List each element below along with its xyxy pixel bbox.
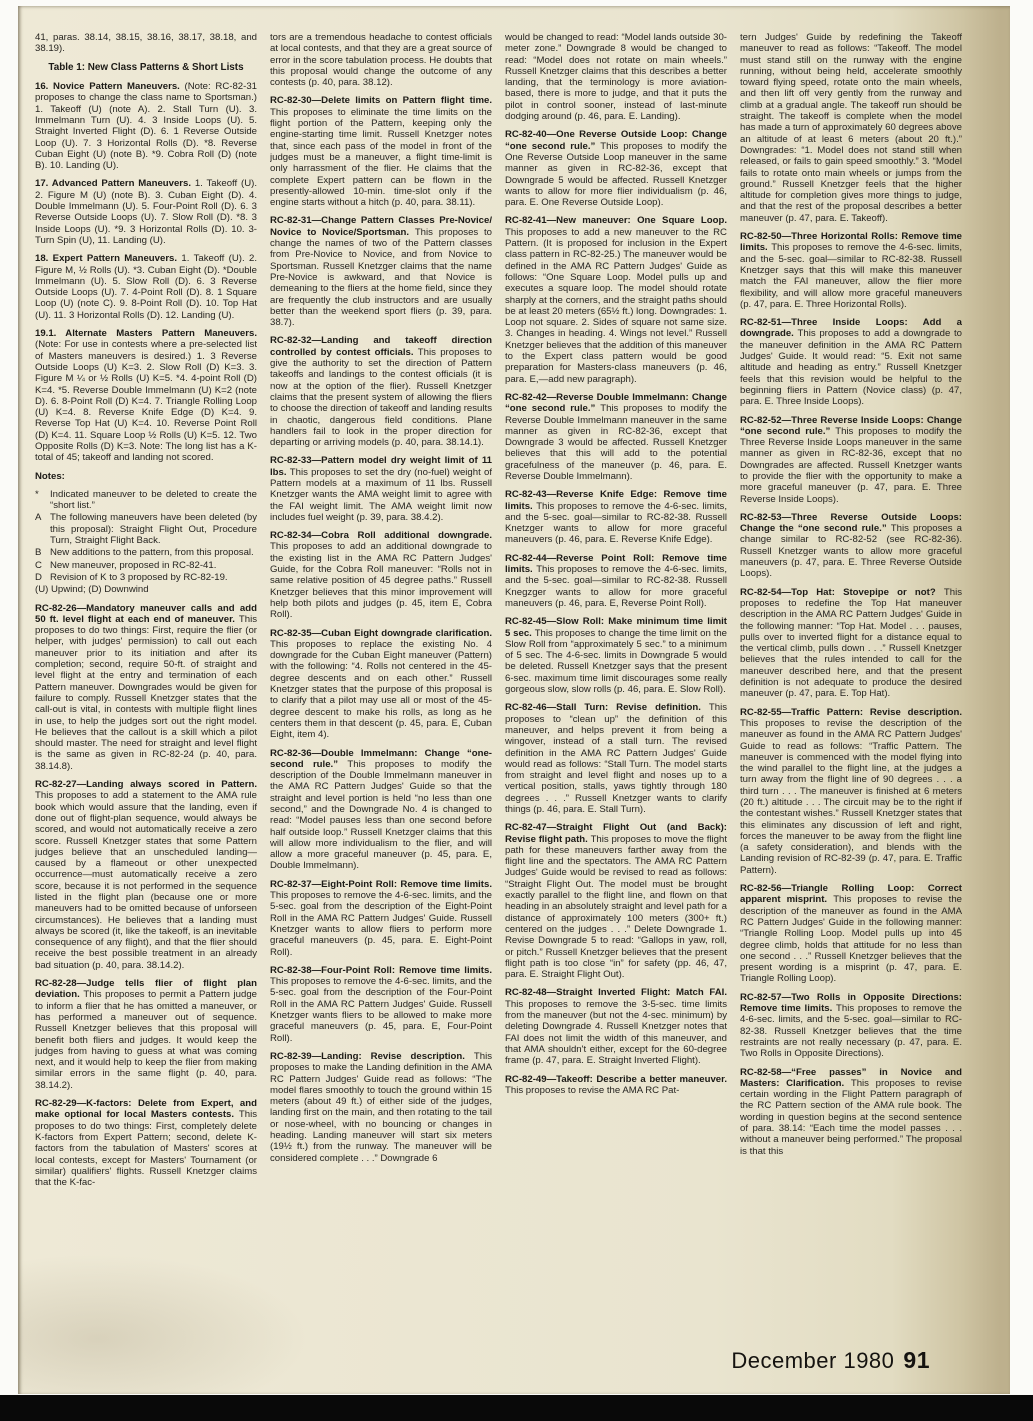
proposal-title: RC-82-49—Takeoff: Describe a better maneuver. — [505, 1073, 727, 1085]
proposal-title: 17. Advanced Pattern Maneuvers. — [35, 178, 195, 190]
table-heading: Table 1: New Class Patterns & Short Lists — [48, 61, 244, 73]
proposal-paragraph: RC-82-42—Reverse Double Immelmann: Change “one second rule.” This proposes to modify the Reverse Double Immelmann maneuver in the same manner as given in RC-82-36, except that Downgrade 3 would be affected. Russell Knetzger believes that this will add to the potential gracefulness of the maneuver (p. 46, para. E. Reverse Double Immelmann). — [505, 391, 727, 482]
proposal-title: 19.1. Alternate Masters Pattern Maneuvers. — [35, 328, 257, 340]
proposal-paragraph: 18. Expert Pattern Maneuvers. 1. Takeoff (U). 2. Figure M, ½ Rolls (U). *3. Cuban Eight (D). *Double Immelmann (U). 5. Slow Roll (D). 6. 3 Reverse Outside Loops (U). 7. 4-Point Roll (D). 8. 1 Square Loop (U) (note C). 9. 8-Point Roll (D). 10. Top Hat (U). 11. 3 Horizontal Rolls (D). 12. Landing (U). — [35, 253, 257, 321]
proposal-paragraph: RC-82-43—Reverse Knife Edge: Remove time limits. This proposes to remove the 4-6-sec. limits, and the 5-sec. goal—similar to RC-82-38. Russell Knetzger wants to allow for more graceful maneuvers (p. 46, para. E. Reverse Knife Edge). — [505, 489, 727, 546]
note-text: New maneuver, proposed in RC-82-41. — [50, 559, 217, 571]
proposal-title: RC-82-41—New maneuver: One Square Loop. — [505, 215, 727, 227]
proposal-title: RC-82-31—Change Pattern Classes Pre-Novice/ Novice to Novice/Sportsman. — [270, 215, 492, 238]
proposal-paragraph: 17. Advanced Pattern Maneuvers. 1. Takeoff (U). 2. Figure M (U) (note B). 3. Cuban Eight (D). 4. Double Immelmann (U). 5. Four-Point Roll (D). 6. 3 Reverse Outside Loops (U). 7. Slow Roll (D). *8. 3 Inside Loops (U). *9. 3 Horizontal Rolls (D). 10. 3-Turn Spin (U), 11. Landing (U). — [35, 178, 257, 246]
proposal-title: RC-82-33—Pattern model dry weight limit of 11 lbs. — [270, 455, 492, 478]
proposal-title: RC-82-39—Landing: Revise description. — [270, 1050, 474, 1062]
page-number: 91 — [903, 1347, 930, 1373]
paragraph: 41, paras. 38.14, 38.15, 38.16, 38.17, 38.18, and 38.19). — [35, 32, 257, 55]
proposal-title: RC-82-26—Mandatory maneuver calls and add 50 ft. level flight at each end of maneuver. — [35, 602, 257, 625]
proposal-title: RC-82-28—Judge tells flier of flight plan deviation. — [35, 978, 257, 1001]
note-text: Indicated maneuver to be deleted to create the “short list.” — [50, 488, 257, 512]
proposal-paragraph: RC-82-29—K-factors: Delete from Expert, and make optional for local Masters contests. This proposes to do two things: First, completely delete K-factors from Expert Pattern; second, delete K-factors from the tabulation of Masters' scores at local contests, except for Masters' Tournament (or similar) qualifiers' flights. Russell Knetzger claims that the K-fac- — [35, 1098, 257, 1189]
proposal-paragraph: RC-82-50—Three Horizontal Rolls: Remove time limits. This proposes to remove the 4-6-sec. limits, and the 5-sec. goal—similar to RC-82-38. Russell Knetzger says that this will make this maneuver match the FAI maneuver, allow the flier more flexibility, and will allow more graceful maneuvers (p. 47, para. E. Three Horizontal Rolls). — [740, 231, 962, 310]
proposal-title: RC-82-55—Traffic Pattern: Revise description. — [740, 706, 962, 718]
proposal-paragraph: RC-82-57—Two Rolls in Opposite Directions: Remove time limits. This proposes to remove the 4-6-sec. limits, and the 5-sec. goal—similar to RC-82-38. Russell Knetzger believes that the time restraints are not really necessary (p. 47, para. E. Two Rolls in Opposite Directions). — [740, 991, 962, 1060]
note-label: * — [35, 488, 39, 500]
proposal-paragraph: RC-82-37—Eight-Point Roll: Remove time limits. This proposes to remove the 4-6-sec. limits, and the 5-sec. goal from the description of the Eight-Point Roll in the AMA RC Pattern Judges' Guide. Russell Knetzger wants to allow fliers to perform more graceful maneuvers (p. 45, para. E. Eight-Point Roll). — [270, 878, 492, 958]
proposal-paragraph: RC-82-52—Three Reverse Inside Loops: Change “one second rule.” This proposes to modify the Three Reverse Inside Loops maneuver in the same manner as given in RC-82-36, except that no Downgrades are affected. Russell Knetzger wants to provide the flier with the opportunity to make a more graceful maneuver (p. 47, para. E. Three Reverse Inside Loops). — [740, 414, 962, 505]
proposal-paragraph: 16. Novice Pattern Maneuvers. (Note: RC-82-31 proposes to change the class name to Sportsman.) 1. Takeoff (U) (note A). 2. Stall Turn (U). 3. Immelmann Turn (U). 4. 3 Inside Loops (U). 5. Straight Inverted Flight (D). 6. 1 Reverse Outside Loop (U). 7. 3 Horizontal Rolls (D). *8. Reverse Cuban Eight (U) (note B). *9. Cobra Roll (D) (note B). 10. Landing (U). — [35, 81, 257, 172]
proposal-paragraph: RC-82-55—Traffic Pattern: Revise description. This proposes to revise the description of the maneuver as found in the AMA RC Pattern Judges' Guide to read as follows: “Traffic Pattern. The maneuver is commenced with the model flying into the wind parallel to the flight line, at the judges a turn away from the flight line of 90 degrees . . . a third turn . . . The maneuver is finished at 6 meters (20 ft.) altitude . . . The circuit may be to the right if the contestant wishes.” Russell Knetzger states that this eliminates any discussion of left and right, forces the maneuver to be away from the flight line (a safety consideration), and blends with the Landing revision of RC-82-39 (p. 47, para. E. Traffic Pattern). — [740, 706, 962, 876]
paragraph: tors are a tremendous headache to contest officials at local contests, and that they are a great source of error in the score tabulation process. He doubts that this proposal would change the outcome of any contests (p. 40, para. 38.12). — [270, 32, 492, 89]
paragraph: would be changed to read: “Model lands outside 30-meter zone.” Downgrade 8 would be changed to read: “Model does not rotate on main wheels.” Russell Knetzger claims that this describes a better landing, that the terminology is more aviation-based, there is more to judge, and that it puts the pilot in control sooner, instead of last-minute dodging around (p. 46, para. E. Landing). — [505, 32, 727, 123]
proposal-paragraph: RC-82-39—Landing: Revise description. This proposes to make the Landing definition in the AMA RC Pattern Judges' Guide read as follows: “The model flares smoothly to touch the ground within 15 meters (about 49 ft.) of either side of the judges, landing first on the main, and then rotating to the tail or nose-wheel, with no bouncing or changes in heading. Landing maneuver will start six meters (19½ ft.) from the runway. The maneuver will be considered complete . . .” Downgrade 6 — [270, 1050, 492, 1164]
proposal-title: RC-82-29—K-factors: Delete from Expert, and make optional for local Masters contests. — [35, 1098, 257, 1121]
proposal-title: RC-82-56—Triangle Rolling Loop: Correct apparent misprint. — [740, 883, 962, 906]
proposal-paragraph: RC-82-51—Three Inside Loops: Add a downgrade. This proposes to add a downgrade to the maneuver definition in the AMA RC Pattern Judges' Guide. It would read: “5. Exit not same altitude and heading as entry.” Russell Knetzger feels that this revision would be helpful to the beginning fliers in Pattern (Novice class) (p. 47, para. E. Three Inside Loops). — [740, 317, 962, 408]
proposal-paragraph: 19.1. Alternate Masters Pattern Maneuvers. (Note: For use in contests where a pre-selected list of Masters maneuvers is desired.) 1. 3 Reverse Outside Loops (U) K=3. 2. Slow Roll (D) K=3. 3. Figure M ¼ or ½ Rolls (U) K=5. *4. 4-point Roll (D) K=4. *5. Reverse Double Immelmann (U) K=2 (note D). 6. 8-Point Roll (D) K=4. 7. Triangle Rolling Loop (U) K=4. 8. Reverse Knife Edge (D) K=4. 9. Reverse Top Hat (U) K=4. 10. Reverse Point Roll (D) K=4. 11. Square Loop ½ Rolls (U) K=5. 12. Two Opposite Rolls (D) K=3. Note: The long list has a K-total of 45; takeoff and landing not scored. — [35, 328, 257, 464]
note-label: D — [35, 571, 42, 583]
proposal-title: RC-82-30—Delete limits on Pattern flight time. — [270, 95, 492, 107]
proposal-title: RC-82-57—Two Rolls in Opposite Directions: Remove time limits. — [740, 991, 962, 1015]
proposal-title: 18. Expert Pattern Maneuvers. — [35, 253, 182, 265]
note-text: Revision of K to 3 proposed by RC-82-19. — [50, 571, 228, 583]
proposal-title: Notes: — [35, 470, 65, 482]
proposal-paragraph: RC-82-53—Three Reverse Outside Loops: Change the “one second rule.” This proposes a change similar to RC-82-52 (see RC-82-36). Russell Knetzger wants to allow more graceful maneuvers (p. 47, para. E. Three Reverse Outside Loops). — [740, 511, 962, 580]
note-item — [35, 572, 257, 583]
proposal-title: RC-82-51—Three Inside Loops: Add a downgrade. — [740, 317, 962, 340]
proposal-paragraph: RC-82-33—Pattern model dry weight limit of 11 lbs. This proposes to set the dry (no-fuel) weight of Pattern models at a maximum of 11 lbs. Russell Knetzger wants the AMA weight limit to agree with the FAI weight limit. The AMA weight limit now includes fuel weight (p. 39, para. 38.4.2). — [270, 455, 492, 523]
proposal-title: RC-82-36—Double Immelmann: Change “one-second rule.” — [270, 747, 492, 770]
proposal-paragraph: RC-82-58—“Free passes” in Novice and Masters: Clarification. This proposes to revise certain wording in the Flight Pattern paragraph of the RC Pattern section of the AMA rule book. The wording in question begins at the second sentence of para. 38.14: “Each time the model passes . . . without a maneuver being performed.” The proposal is that this — [740, 1066, 962, 1157]
proposal-paragraph: RC-82-26—Mandatory maneuver calls and add 50 ft. level flight at each end of maneuver. This proposes to do two things: First, require the flier (or helper, with judges' permission) to call out each maneuver prior to its initiation and after its completion; second, require 50-ft. of straight and level flight at the entry and termination of each Pattern maneuver. Downgrades would be given for failure to comply. Russell Knetzger states that the call-out is vital, in contests with multiple flight lines in use, to help the judges sort out the right model. He believes that the callout is a skill which a pilot should master. The need for straight and level flight is the same as given in RC-82-24 (p. 40, para. 38.14.8). — [35, 602, 257, 772]
proposal-paragraph: RC-82-27—Landing always scored in Pattern. This proposes to add a statement to the AMA rule book which would assure that the landing, even if done out of flight-plan sequence, would always be scored, and would not automatically receive a zero score. Russell Knetzger states that some Pattern judges believe that an unscheduled landing—caused by a flameout or other unexpected occurrence—must automatically receive a zero score, because it is not performed in the sequence listed in the flight plan (because one or more maneuvers had to be omitted because of unforseen circumstances). He believes that a landing must always be scored (it, like the takeoff, is an inevitable consequence of any flight), and that the flier should receive the best possible treatment in an already bad situation (p. 40, para. 38.14.2). — [35, 779, 257, 971]
proposal-paragraph: RC-82-49—Takeoff: Describe a better maneuver. This proposes to revise the AMA RC Pat- — [505, 1073, 727, 1096]
note-item — [35, 560, 257, 571]
proposal-paragraph: RC-82-54—Top Hat: Stovepipe or not? This proposes to redefine the Top Hat maneuver description in the AMA RC Pattern Judges' Guide in the following manner: “Top Hat. Model . . . pauses, pulls over to inverted flight for a distance equal to the vertical climb, pulls down . . .” Russell Knetzger believes that the rules intended to call for the maneuver described here, and that the present definition is not adequate to produce the desired maneuver (p. 47, para. E. Top Hat). — [740, 586, 962, 700]
proposal-paragraph: RC-82-44—Reverse Point Roll: Remove time limits. This proposes to remove the 4-6-sec. limits, and the 5-sec. goal—similar to RC-82-38. Russell Knegzger wants to allow for more graceful maneuvers (p. 46, para. E, Reverse Point Roll). — [505, 552, 727, 609]
note-item — [35, 489, 257, 512]
paragraph: tern Judges' Guide by redefining the Takeoff maneuver to read as follows: “Takeoff. The model must stand still on the runway with the engine running, without being held, accelerate smoothly toward flying speed, rotate onto the main wheels, and then lift off very gently from the runway and climb at a gradual angle. The takeoff run should be straight. The takeoff is complete when the model has made a turn of approximately 60 degrees above an altitude of at least 6 meters (about 20 ft.).” Downgrades: “1. Model does not stand still when released, or fails to gain speed smoothly.” 3. “Model fails to rotate onto main wheels or jumps from the ground.” Russell Knetzger feels that the higher altitude for completion gives more things to judge, and that the rest of the proposal describes a better maneuver (p. 47, para. E. Takeoff). — [740, 32, 962, 224]
proposal-paragraph: RC-82-47—Straight Flight Out (and Back): Revise flight path. This proposes to move the flight path for these maneuvers farther away from the flight line and the spectators. The AMA RC Pattern Judges' Guide would be revised to read as follows: “Straight Flight Out. The model must be brought exactly parallel to the flight line, and flown on that heading in an absolutely straight and level path for a distance of approximately 100 meters (300+ ft.) centered on the judges . . .” Delete Downgrade 1. Revise Downgrade 5 to read: “Gallops in yaw, roll, or pitch.” Russell Knetzger believes that the present flight path is too close “in” for safety (pp. 46, 47, para. E. Straight Flight Out). — [505, 822, 727, 981]
page-footer — [731, 1347, 930, 1374]
proposal-paragraph: RC-82-36—Double Immelmann: Change “one-second rule.” This proposes to modify the description of the Double Immelmann maneuver in the AMA RC Pattern Judges' Guide so that the straight and level portion is held “no less than one second,” and the Downgrade No. 4 is changed to read: “Model pauses less than one second before half outside loop.” Russell Knetzger claims that this will allow more individualism to the flier, and will allow a more graceful maneuver (p. 45, para. E, Double Immelmann). — [270, 747, 492, 872]
proposal-title: RC-82-48—Straight Inverted Flight: Match FAI. — [505, 987, 727, 999]
proposal-paragraph: RC-82-34—Cobra Roll additional downgrade. This proposes to add an additional downgrade to the existing list in the AMA RC Pattern Judges' Guide, for the Cobra Roll maneuver: “Rolls not in same relative position of 45 degree paths.” Russell Knetzger believes that this minor improvement will help both pilots and judges (p. 45, item E, Cobra Roll). — [270, 530, 492, 621]
proposal-title: RC-82-27—Landing always scored in Pattern. — [35, 779, 257, 791]
text-column-1 — [35, 32, 257, 1338]
proposal-title: RC-82-42—Reverse Double Immelmann: Change “one second rule.” — [505, 391, 727, 415]
proposal-paragraph: RC-82-46—Stall Turn: Revise definition. This proposes to “clean up” the definition of this maneuver, and helps prevent it from being a wingover, instead of a stall turn. The revised definition in the AMA RC Pattern Judges' Guide would read as follows: “Stall Turn. The model starts from straight and level flight and noses up to a vertical position, stalls, yaws tightly through 180 degrees . . .” Russell Knetzger wants to clarify things (p. 46, para. E. Stall Turn). — [505, 702, 727, 815]
magazine-page — [18, 6, 1010, 1394]
proposal-title: RC-82-50—Three Horizontal Rolls: Remove time limits. — [740, 231, 962, 254]
proposal-paragraph: RC-82-32—Landing and takeoff direction controlled by contest officials. This proposes to give the authority to set the direction of Pattern takeoffs and landings to the contest officials (it is now at the option of the flier). Russell Knetzger claims that the present system of allowing the fliers to choose the direction of takeoff and landing results in chaotic, dangerous field conditions. Plane handlers fail to look in the proper direction for departing or arriving models (p. 40, para. 38.14.1). — [270, 335, 492, 449]
proposal-title: RC-82-35—Cuban Eight downgrade clarification. — [270, 627, 492, 639]
proposal-paragraph: RC-82-40—One Reverse Outside Loop: Change “one second rule.” This proposes to modify the One Reverse Outside Loop maneuver in the same manner as given in RC-82-36, except that Downgrade 5 would be affected. Russell Knetzger wants to allow for more flier individualism (p. 46, para. E. One Reverse Outside Loop). — [505, 129, 727, 209]
proposal-paragraph: RC-82-41—New maneuver: One Square Loop. This proposes to add a new maneuver to the RC Pattern. (It is proposed for inclusion in the Expert class pattern in RC-82-25.) The maneuver would be defined in the AMA RC Pattern Judges' Guide as follows: “One Square Loop. Model pulls up and executes a square loop. The model should rotate sharply at the corners, and the straight paths should be at least 20 meters (65½ ft.) long. Downgrades: 1. Loop not square. 2. Sides of square not same size. 3. Changes in heading. 4. Wings not level.” Russell Knetzger believes that the addition of this maneuver to the Expert class pattern would be good preparation for Masters-class maneuvers (p. 46, para. E,—add new paragraph). — [505, 215, 727, 385]
proposal-title: RC-82-47—Straight Flight Out (and Back): Revise flight path. — [505, 822, 727, 845]
proposal-paragraph: RC-82-48—Straight Inverted Flight: Match FAI. This proposes to remove the 3-5-sec. time limits from the maneuver (but not the 4-sec. minimum) by deleting Downgrade 4. Russell Knetzger notes that FAI does not limit the width of this maneuver, and that AMA shouldn't either, except for the 60-degree frame (p. 47, para. E. Straight Inverted Flight). — [505, 987, 727, 1067]
proposal-paragraph — [35, 471, 257, 482]
proposal-title: RC-82-46—Stall Turn: Revise definition. — [505, 702, 709, 714]
proposal-paragraph: RC-82-28—Judge tells flier of flight plan deviation. This proposes to permit a Pattern judge to inform a flier that he has omitted a maneuver, or has performed a maneuver out of sequence. Russell Knetzger believes that this proposal will benefit both fliers and judges. It would keep the judges from having to guess at what was coming next, and it would help to keep the flier from making similar errors in the same flight (p. 40, para. 38.14.2). — [35, 978, 257, 1091]
proposal-title: RC-82-32—Landing and takeoff direction controlled by contest officials. — [270, 335, 492, 358]
proposal-title: RC-82-37—Eight-Point Roll: Remove time limits. — [270, 878, 492, 890]
scan-edge-bar — [0, 1395, 1033, 1421]
note-item — [35, 547, 257, 558]
magazine-date: December 1980 — [731, 1348, 895, 1373]
note-item — [35, 512, 257, 546]
proposal-paragraph: RC-82-56—Triangle Rolling Loop: Correct apparent misprint. This proposes to revise the description of the maneuver as found in the AMA RC Pattern Judges' Guide in the following manner: “Triangle Rolling Loop. Model pulls up into 45 degree climb, holds that attitude for no less than one second . . .” Russell Knetzger believes that the present wording is a misprint (p. 47, para. E. Triangle Rolling Loop). — [740, 883, 962, 985]
text-column-2 — [270, 32, 492, 1338]
proposal-title: 16. Novice Pattern Maneuvers. — [35, 81, 185, 93]
note-label: A — [35, 512, 42, 524]
text-column-3 — [505, 32, 727, 1338]
proposal-title: RC-82-38—Four-Point Roll: Remove time limits. — [270, 964, 492, 976]
proposal-title: RC-82-53—Three Reverse Outside Loops: Change the “one second rule.” — [740, 511, 962, 535]
note-label: C — [35, 559, 42, 571]
proposal-title: RC-82-40—One Reverse Outside Loop: Change “one second rule.” — [505, 129, 727, 152]
proposal-title: RC-82-45—Slow Roll: Make minimum time limit 5 sec. — [505, 616, 727, 639]
proposal-paragraph: RC-82-45—Slow Roll: Make minimum time limit 5 sec. This proposes to change the time limit on the Slow Roll from “approximately 5 sec.” to a minimum of 5 sec. The 4-6-sec. limits in Downgrade 5 would be deleted. Russell Knetzger says that the present 6-sec. maximum time limit discourages some really gorgeous slow, slow rolls (p. 46, para. E. Slow Roll). — [505, 616, 727, 696]
proposal-title: RC-82-44—Reverse Point Roll: Remove time limits. — [505, 552, 727, 576]
proposal-paragraph: RC-82-30—Delete limits on Pattern flight time. This proposes to eliminate the time limits on the flight portion of the Pattern, keeping only the engine-starting time limit. Russell Knetzger notes that, since each pass of the model in front of the judges must be a maneuver, a flight time-limit is only harrassment of the flier. He claims that the complete Expert pattern can be flown in the presently-allowed 10-min. time-slot only if the engine starts without a hitch (p. 40, para. 38.11). — [270, 95, 492, 209]
proposal-title: RC-82-54—Top Hat: Stovepipe or not? — [740, 586, 944, 598]
proposal-title: RC-82-58—“Free passes” in Novice and Masters: Clarification. — [740, 1066, 962, 1089]
proposal-title: RC-82-34—Cobra Roll additional downgrade. — [270, 530, 492, 542]
proposal-paragraph: RC-82-38—Four-Point Roll: Remove time limits. This proposes to remove the 4-6-sec. limits, and the 5-sec. goal from the description of the Four-Point Roll in the AMA RC Pattern Judges' Guide. Russell Knetzger wants fliers to be allowed to make more graceful maneuvers (p. 45, para. E, Four-Point Roll). — [270, 964, 492, 1044]
note-text: The following maneuvers have been deleted (by this proposal): Straight Flight Out, Procedure Turn, Straight Flight Back. — [50, 512, 257, 547]
proposal-paragraph: RC-82-31—Change Pattern Classes Pre-Novice/ Novice to Novice/Sportsman. This proposes to change the names of two of the Pattern classes from Pre-Novice to Novice, and from Novice to Sportsman. Russell Knetzger claims that the name Pre-Novice is awkward, and that Novice is demeaning to the fliers at the home field, since they are frequently the club instructors and are usually better than the weekend sport fliers (p. 39, para. 38.7). — [270, 215, 492, 329]
note-text: New additions to the pattern, from this proposal. — [50, 547, 254, 559]
note-label: B — [35, 547, 42, 559]
text-column-4 — [740, 32, 962, 1338]
paragraph: (U) Upwind; (D) Downwind — [35, 584, 149, 596]
proposal-title: RC-82-43—Reverse Knife Edge: Remove time limits. — [505, 489, 727, 512]
text-columns — [35, 32, 964, 1338]
proposal-paragraph: RC-82-35—Cuban Eight downgrade clarification. This proposes to replace the existing No. 4 downgrade for the Cuban Eight maneuver (Pattern) with the following: “4. Rolls not centered in the 45-degree descents and on each other.” Russell Knetzger states that the purpose of this proposal is to clarify that a pilot may use all or most of the 45-degree descent to make his rolls, as long as he centers them in that descent (p. 45, para. E, Cuban Eight, item 4). — [270, 627, 492, 741]
proposal-title: RC-82-52—Three Reverse Inside Loops: Change “one second rule.” — [740, 414, 962, 437]
